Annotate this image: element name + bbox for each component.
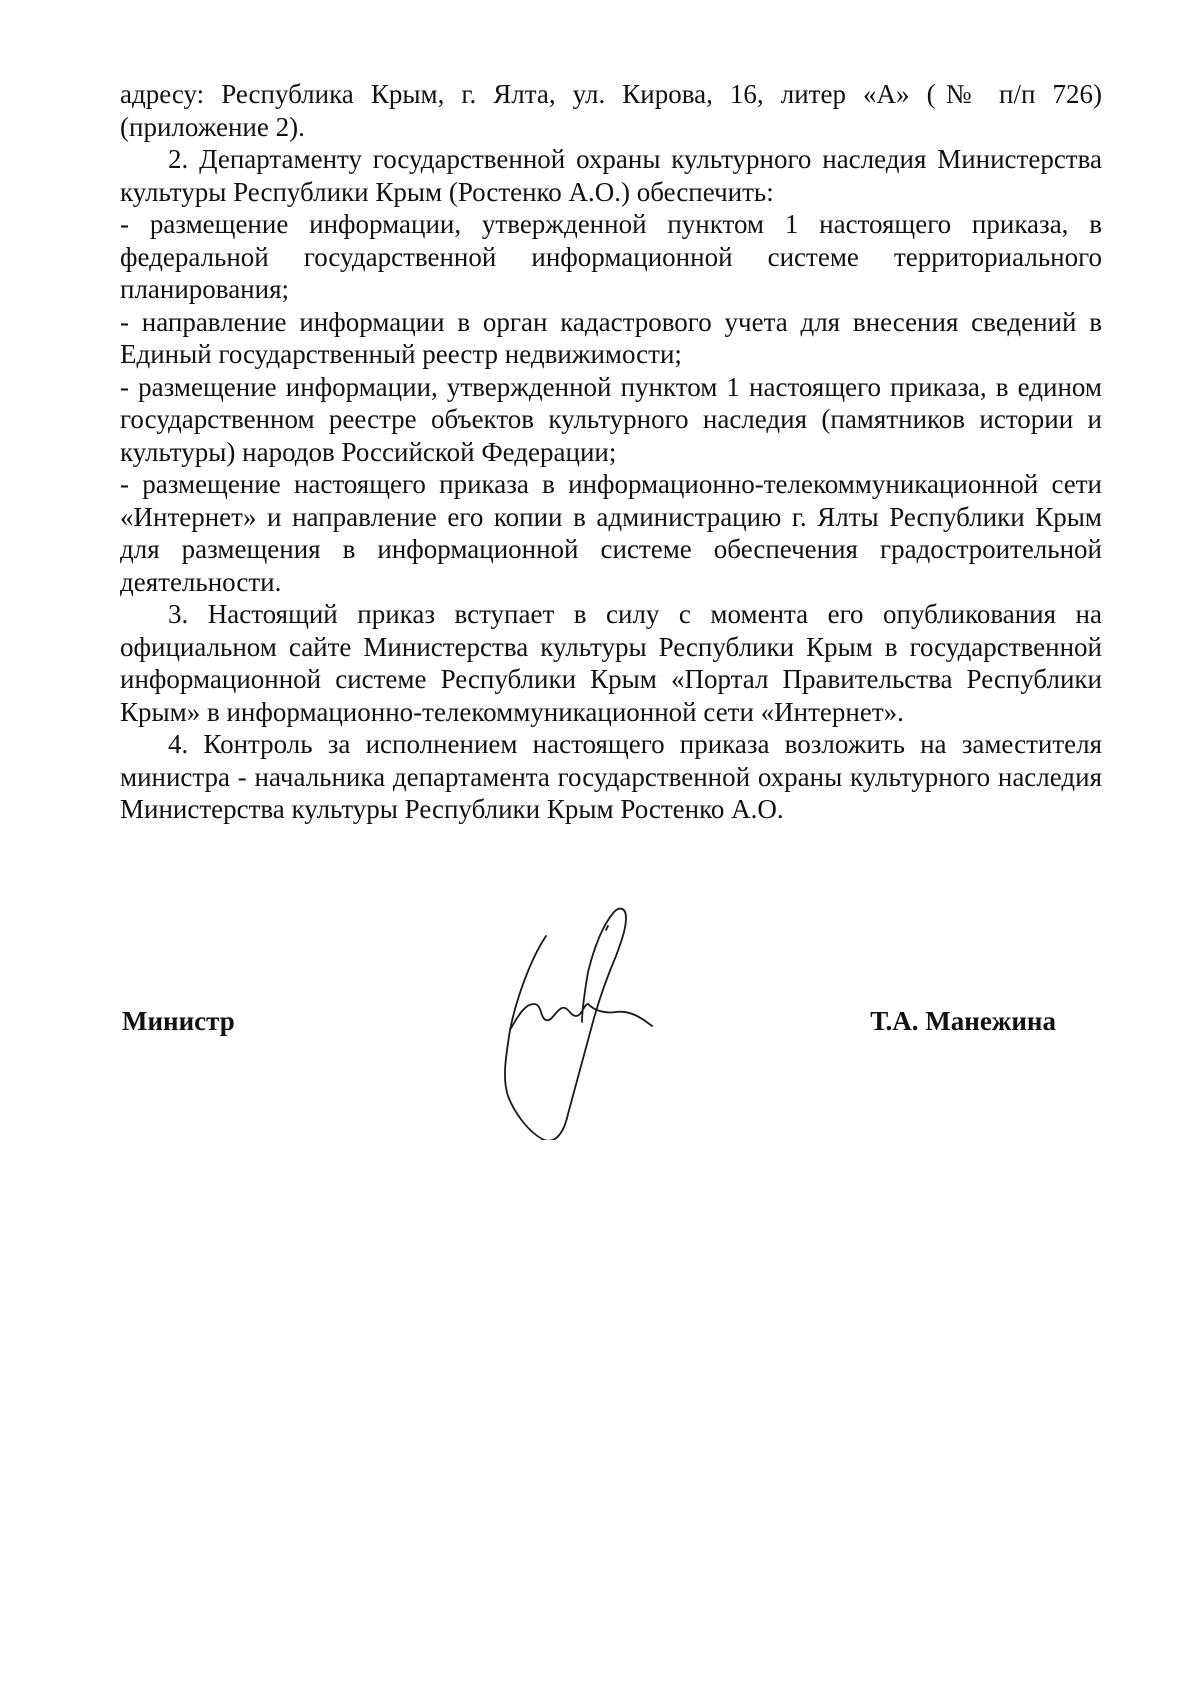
paragraph-item-3: 3. Настоящий приказ вступает в силу с момента его опубликования на официальном сайте Министерства культуры Республики Крым в государственной информационной системе Республики Крым «Портал Правительства Республики Крым» в информационно-телекоммуникационной сети «Интернет». <box>120 599 1102 727</box>
paragraph-bullet-internet: - размещение настоящего приказа в информационно-телекоммуникационной сети «Интернет» и направление его копии в администрацию г. Ялты Республики Крым для размещения в информационной системе обеспечения градостроительной деятельности. <box>120 469 1102 597</box>
paragraph-item-4: 4. Контроль за исполнением настоящего приказа возложить на заместителя министра - начальника департамента государственной охраны культурного наследия Министерства культуры Республики Крым Ростенко А.О. <box>120 729 1102 824</box>
document-body <box>120 78 1102 826</box>
paragraph-bullet-territorial-planning: - размещение информации, утвержденной пунктом 1 настоящего приказа, в федеральной государственной информационной системе территориального планирования; <box>120 209 1102 304</box>
paragraph-item-2: 2. Департаменту государственной охраны культурного наследия Министерства культуры Республики Крым (Ростенко А.О.) обеспечить: <box>120 144 1102 207</box>
signatory-name: Т.А. Манежина <box>870 1006 1056 1036</box>
signatory-title: Министр <box>122 1006 235 1036</box>
paragraph-bullet-heritage-register: - размещение информации, утвержденной пунктом 1 настоящего приказа, в едином государственном реестре объектов культурного наследия (памятников истории и культуры) народов Российской Федерации; <box>120 371 1102 467</box>
paragraph-address-continuation: адресу: Республика Крым, г. Ялта, ул. Кирова, 16, литер «А» (№ п/п 726) (приложение 2). <box>120 79 1102 142</box>
signature-block <box>120 1000 1102 1060</box>
paragraph-bullet-cadastral: - направление информации в орган кадастрового учета для внесения сведений в Единый государственный реестр недвижимости; <box>120 306 1102 369</box>
